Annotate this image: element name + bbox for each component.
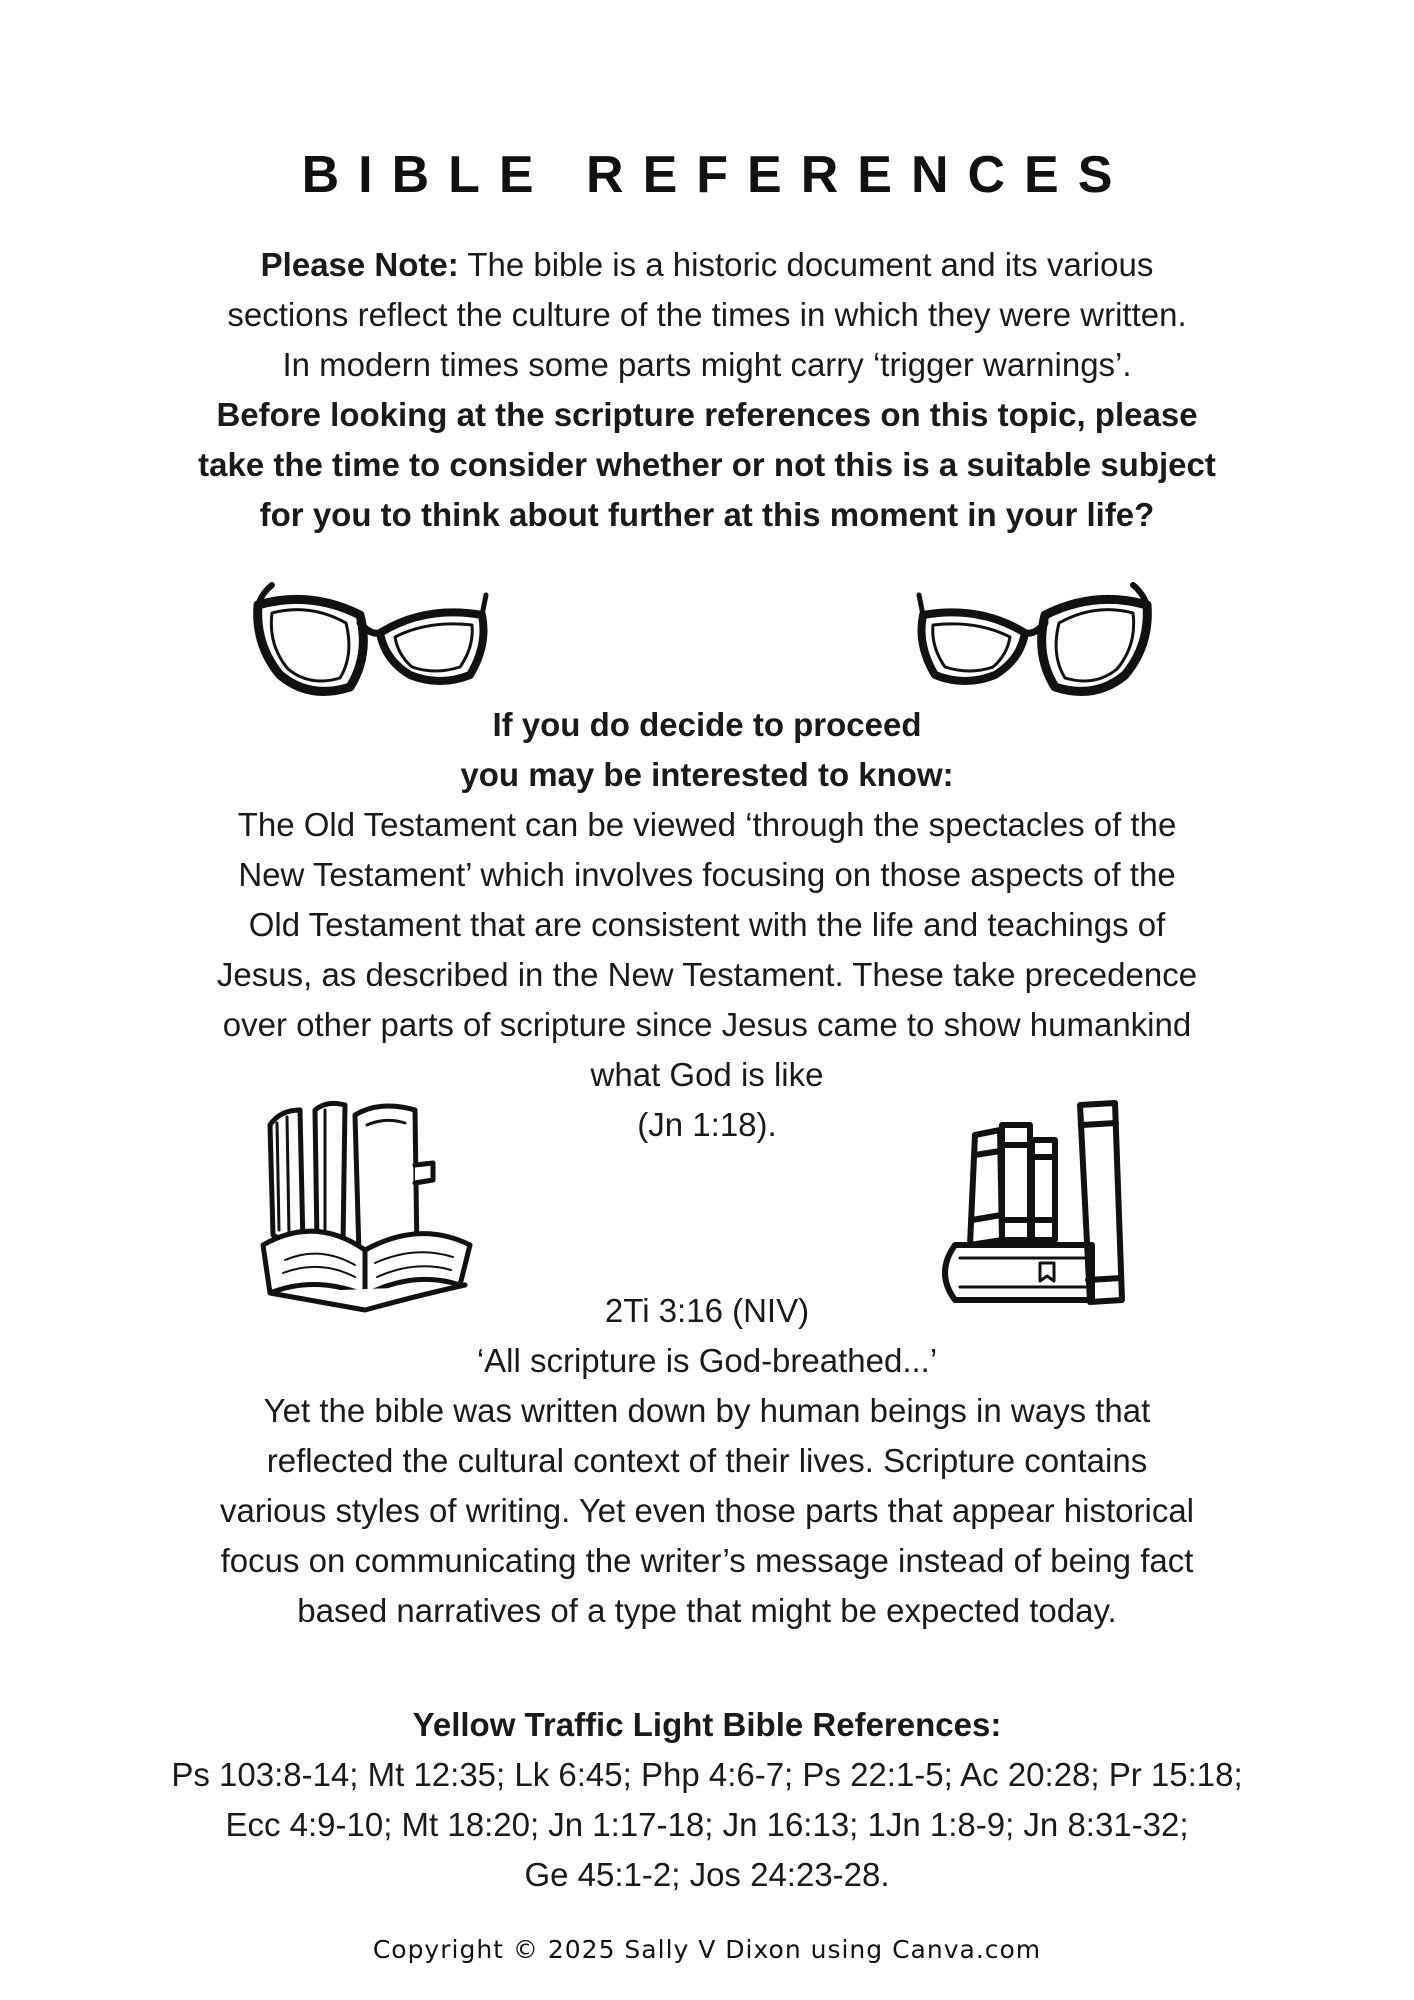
references-line: Ecc 4:9-10; Mt 18:20; Jn 1:17-18; Jn 16:13; 1Jn 1:8-9; Jn 8:31-32; [225, 1806, 1189, 1843]
scripture-body-line: reflected the cultural context of their lives. Scripture contains [266, 1442, 1148, 1479]
scripture-body-line: Yet the bible was written down by human beings in ways that [263, 1392, 1151, 1429]
book-stack-icon [930, 1095, 1160, 1310]
references-section [100, 1700, 1314, 1900]
page-title: BIBLE REFERENCES [301, 146, 1132, 204]
copyright: Copyright © 2025 Sally V Dixon using Canva.com [372, 1935, 1042, 1964]
note-line-3: In modern times some parts might carry ‘trigger warnings’. [282, 346, 1132, 383]
proceed-body-line: The Old Testament can be viewed ‘through the spectacles of the [237, 806, 1177, 843]
note-section [100, 240, 1314, 540]
glasses-icon [915, 575, 1155, 715]
note-line-2: sections reflect the culture of the times in which they were written. [227, 296, 1187, 333]
note-warning-1: Before looking at the scripture references on this topic, please [216, 396, 1198, 433]
scripture-body-line: based narratives of a type that might be expected today. [297, 1592, 1117, 1629]
scripture-body-line: focus on communicating the writer’s message instead of being fact [220, 1542, 1194, 1579]
note-text-1: The bible is a historic document and its various [458, 246, 1154, 283]
proceed-body-line: what God is like [590, 1056, 824, 1093]
scripture-body-line: various styles of writing. Yet even those parts that appear historical [219, 1492, 1195, 1529]
references-heading: Yellow Traffic Light Bible References: [412, 1706, 1002, 1743]
glasses-icon [250, 575, 490, 715]
proceed-body-line: New Testament’ which involves focusing on those aspects of the [238, 856, 1176, 893]
proceed-section [100, 700, 1314, 1150]
note-line-1 [100, 240, 1314, 290]
proceed-heading-2: you may be interested to know: [460, 756, 954, 793]
proceed-heading-1: If you do decide to proceed [492, 706, 922, 743]
proceed-reference: (Jn 1:18). [637, 1106, 777, 1143]
proceed-body-line: over other parts of scripture since Jesus came to show humankind [222, 1006, 1192, 1043]
proceed-body-line: Jesus, as described in the New Testament. These take precedence [216, 956, 1198, 993]
references-line: Ge 45:1-2; Jos 24:23-28. [524, 1856, 890, 1893]
note-warning-3: for you to think about further at this moment in your life? [259, 496, 1155, 533]
scripture-section [100, 1286, 1314, 1636]
proceed-body-line: Old Testament that are consistent with the life and teachings of [248, 906, 1166, 943]
scripture-reference: 2Ti 3:16 (NIV) [604, 1292, 810, 1329]
note-label: Please Note: [260, 246, 459, 283]
scripture-quote: ‘All scripture is God-breathed...’ [476, 1342, 938, 1379]
note-warning-2: take the time to consider whether or not this is a suitable subject [198, 446, 1216, 483]
references-line: Ps 103:8-14; Mt 12:35; Lk 6:45; Php 4:6-7; Ps 22:1-5; Ac 20:28; Pr 15:18; [171, 1756, 1243, 1793]
